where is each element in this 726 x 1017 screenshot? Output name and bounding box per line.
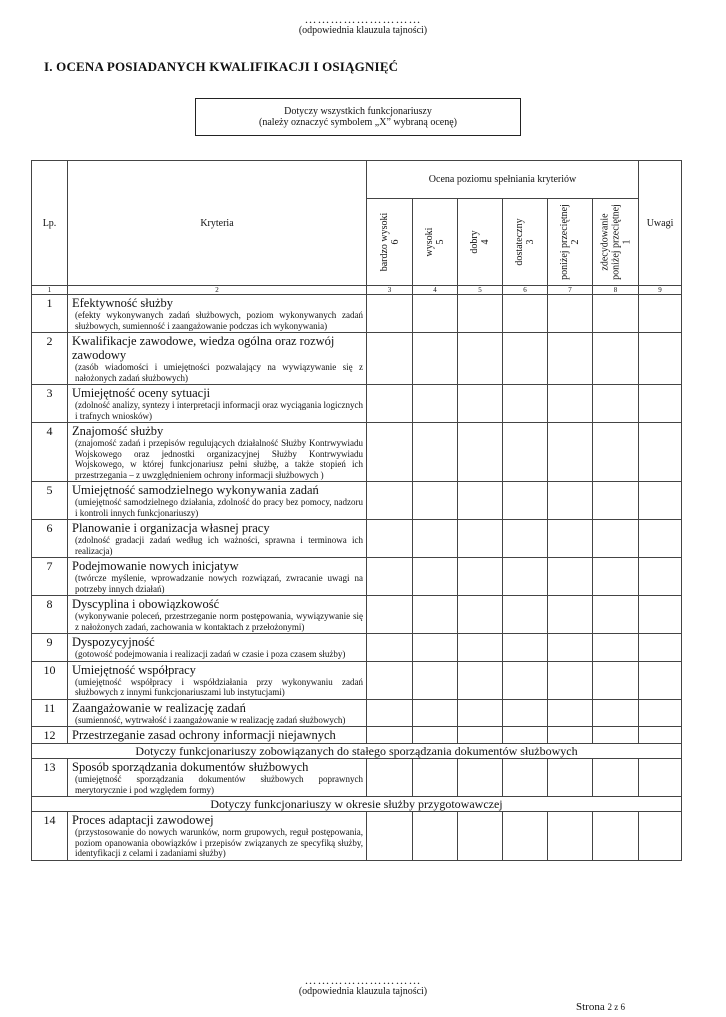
classification-clause-bottom (0, 974, 726, 998)
column-number: 1 (32, 286, 68, 295)
criterion-cell (68, 558, 367, 596)
grade-mark-cell[interactable] (593, 333, 639, 385)
note-box (195, 98, 521, 136)
row-number: 13 (32, 759, 68, 797)
grade-mark-cell[interactable] (548, 727, 593, 744)
remarks-cell[interactable] (639, 333, 682, 385)
criterion-description: (umiejętność współpracy i współdziałania przy wykonywaniu zadań służbowych z innymi funkcjonariuszami lub instytucjami) (75, 676, 363, 697)
criterion-row (32, 699, 682, 727)
grade-mark-cell[interactable] (593, 699, 639, 727)
criterion-cell (68, 295, 367, 333)
grade-mark-cell[interactable] (593, 558, 639, 596)
grade-value: 6 (389, 239, 401, 245)
grade-mark-cell[interactable] (548, 634, 593, 662)
criterion-description: (znajomość zadań i przepisów regulujących działalność Służby Kontrwywiadu Wojskowego oraz jednostki organizacyjnej Służby Kontrwywiadu Wojskowego, w której funkcjonariusz pełni służbę, a także stopień ich przestrzegania – z uwzględnieniem ochrony informacji służbowych ) (75, 438, 363, 480)
grade-mark-cell[interactable] (458, 333, 503, 385)
grade-mark-cell[interactable] (593, 295, 639, 333)
grade-mark-cell[interactable] (367, 727, 413, 744)
grade-value: 1 (621, 239, 633, 245)
grade-mark-cell[interactable] (548, 385, 593, 423)
classification-clause-top (0, 13, 726, 37)
row-number: 11 (32, 699, 68, 727)
criterion-title: Umiejętność oceny sytuacji (72, 386, 211, 400)
column-number: 8 (593, 286, 639, 295)
criterion-description: (zasób wiadomości i umiejętności pozwalający na wywiązywanie się z nałożonych zadań służbowych) (75, 362, 363, 383)
criterion-row (32, 558, 682, 596)
grade-mark-cell[interactable] (367, 661, 413, 699)
grade-value: 2 (570, 239, 581, 245)
grade-mark-cell[interactable] (367, 520, 413, 558)
grade-mark-cell[interactable] (367, 699, 413, 727)
grade-mark-cell[interactable] (548, 812, 593, 861)
criterion-cell (68, 699, 367, 727)
criterion-row (32, 812, 682, 861)
grade-mark-cell[interactable] (458, 423, 503, 482)
grade-mark-cell[interactable] (367, 295, 413, 333)
remarks-cell[interactable] (639, 699, 682, 727)
criterion-cell (68, 727, 367, 744)
grade-label: poniżej przeciętnej (559, 204, 570, 280)
criterion-cell (68, 661, 367, 699)
grade-mark-cell[interactable] (367, 558, 413, 596)
criterion-title: Kwalifikacje zawodowe, wiedza ogólna oraz rozwój zawodowy (72, 334, 335, 362)
grade-mark-cell[interactable] (413, 634, 458, 662)
grade-header-2 (548, 199, 593, 286)
criterion-cell (68, 333, 367, 385)
remarks-cell[interactable] (639, 423, 682, 482)
section-label: Dotyczy funkcjonariuszy zobowiązanych do stałego sporządzania dokumentów służbowych (32, 744, 682, 759)
clause-dots: ……………………… (304, 973, 422, 987)
note-box-line1: Dotyczy wszystkich funkcjonariuszy (284, 106, 432, 117)
section-row (32, 797, 682, 812)
clause-label: (odpowiednia klauzula tajności) (298, 986, 428, 997)
grade-mark-cell[interactable] (503, 699, 548, 727)
column-number: 5 (458, 286, 503, 295)
note-box-line2: (należy oznaczyć symbolem „X” wybraną ocenę) (259, 117, 457, 128)
row-number: 5 (32, 482, 68, 520)
row-number: 6 (32, 520, 68, 558)
grade-mark-cell[interactable] (413, 661, 458, 699)
grade-mark-cell[interactable] (367, 812, 413, 861)
grade-mark-cell[interactable] (503, 661, 548, 699)
criterion-description: (sumienność, wytrwałość i zaangażowanie w realizację zadań służbowych) (75, 714, 346, 725)
grade-label: wysoki (424, 227, 435, 257)
criterion-cell (68, 482, 367, 520)
remarks-cell[interactable] (639, 634, 682, 662)
criterion-description: (zdolność gradacji zadań według ich ważności, sprawna i terminowa ich realizacja) (75, 535, 363, 556)
criterion-row (32, 727, 682, 744)
grade-mark-cell[interactable] (548, 596, 593, 634)
criterion-title: Dyscyplina i obowiązkowość (72, 597, 220, 611)
criterion-cell (68, 423, 367, 482)
remarks-header: Uwagi (639, 161, 682, 286)
criterion-title: Proces adaptacji zawodowej (72, 813, 214, 827)
criteria-header: Kryteria (68, 161, 367, 286)
grade-label: dobry (469, 230, 480, 254)
grade-mark-cell[interactable] (413, 596, 458, 634)
criterion-title: Planowanie i organizacja własnej pracy (72, 521, 270, 535)
page-word: Strona (576, 1001, 605, 1013)
grade-mark-cell[interactable] (593, 661, 639, 699)
grade-mark-cell[interactable] (367, 385, 413, 423)
remarks-cell[interactable] (639, 295, 682, 333)
grade-mark-cell[interactable] (413, 423, 458, 482)
criterion-row (32, 482, 682, 520)
grade-mark-cell[interactable] (593, 385, 639, 423)
row-number: 10 (32, 661, 68, 699)
grade-header-6 (367, 199, 413, 286)
criteria-rows (32, 295, 682, 861)
grade-label-2: poniżej przeciętnej (610, 204, 622, 280)
row-number: 2 (32, 333, 68, 385)
grade-header-1 (593, 199, 639, 286)
grade-value: 3 (525, 239, 536, 245)
grade-mark-cell[interactable] (503, 634, 548, 662)
grade-mark-cell[interactable] (413, 385, 458, 423)
column-number: 2 (68, 286, 367, 295)
grade-mark-cell[interactable] (548, 759, 593, 797)
remarks-cell[interactable] (639, 385, 682, 423)
row-number: 3 (32, 385, 68, 423)
criterion-cell (68, 596, 367, 634)
grade-mark-cell[interactable] (458, 385, 503, 423)
evaluation-table (31, 160, 682, 861)
grade-mark-cell[interactable] (548, 423, 593, 482)
grade-mark-cell[interactable] (503, 423, 548, 482)
criterion-row (32, 596, 682, 634)
grade-mark-cell[interactable] (413, 759, 458, 797)
criterion-description: (efekty wykonywanych zadań służbowych, poziom wykonywanych zadań służbowych, sumienność i zaangażowanie podczas ich wykonywania) (75, 310, 363, 331)
criterion-row (32, 295, 682, 333)
row-number: 14 (32, 812, 68, 861)
remarks-cell[interactable] (639, 596, 682, 634)
grade-mark-cell[interactable] (413, 520, 458, 558)
row-number: 9 (32, 634, 68, 662)
grade-mark-cell[interactable] (593, 634, 639, 662)
lp-header: Lp. (32, 161, 68, 286)
row-number: 8 (32, 596, 68, 634)
grade-value: 5 (435, 239, 446, 245)
criterion-description: (umiejętność samodzielnego działania, zdolność do pracy bez pomocy, nadzoru i kontroli innych funkcjonariuszy) (75, 497, 363, 518)
grade-label: dostateczny (514, 218, 525, 266)
section-row (32, 744, 682, 759)
section-label: Dotyczy funkcjonariuszy w okresie służby przygotowawczej (32, 797, 682, 812)
column-number: 7 (548, 286, 593, 295)
criterion-row (32, 634, 682, 662)
criterion-title: Sposób sporządzania dokumentów służbowych (72, 760, 309, 774)
criterion-title: Umiejętność współpracy (72, 662, 196, 677)
criterion-title: Dyspozycyjność (72, 635, 155, 649)
clause-label: (odpowiednia klauzula tajności) (298, 25, 428, 36)
row-number: 1 (32, 295, 68, 333)
grade-mark-cell[interactable] (458, 596, 503, 634)
criterion-title: Przestrzeganie zasad ochrony informacji niejawnych (72, 728, 336, 742)
grade-mark-cell[interactable] (413, 812, 458, 861)
grade-mark-cell[interactable] (548, 661, 593, 699)
grade-mark-cell[interactable] (503, 727, 548, 744)
grade-mark-cell[interactable] (413, 699, 458, 727)
page-of: 2 z 6 (607, 1002, 625, 1012)
grade-mark-cell[interactable] (548, 699, 593, 727)
grade-mark-cell[interactable] (593, 520, 639, 558)
grade-mark-cell[interactable] (367, 423, 413, 482)
page-number (576, 1001, 625, 1013)
remarks-cell[interactable] (639, 520, 682, 558)
criterion-title: Znajomość służby (72, 424, 164, 438)
remarks-cell[interactable] (639, 812, 682, 861)
grade-mark-cell[interactable] (548, 333, 593, 385)
remarks-cell[interactable] (639, 759, 682, 797)
grade-mark-cell[interactable] (548, 520, 593, 558)
criterion-title: Efektywność służby (72, 296, 174, 310)
grade-mark-cell[interactable] (458, 634, 503, 662)
row-number: 4 (32, 423, 68, 482)
remarks-cell[interactable] (639, 661, 682, 699)
criterion-cell (68, 759, 367, 797)
criterion-description: (zdolność analizy, syntezy i interpretacji informacji oraz wyciągania logicznych i trafnych wniosków) (75, 400, 363, 421)
criterion-cell (68, 812, 367, 861)
grade-mark-cell[interactable] (458, 520, 503, 558)
grade-mark-cell[interactable] (458, 699, 503, 727)
grade-mark-cell[interactable] (593, 423, 639, 482)
grade-mark-cell[interactable] (367, 759, 413, 797)
grade-label: zdecydowanie (599, 213, 611, 271)
grade-mark-cell[interactable] (593, 596, 639, 634)
grade-mark-cell[interactable] (458, 661, 503, 699)
grade-mark-cell[interactable] (593, 482, 639, 520)
criterion-description: (gotowość podejmowania i realizacji zadań w czasie i poza czasem służby) (75, 649, 346, 659)
section-heading: I. OCENA POSIADANYCH KWALIFIKACJI I OSIĄGNIĘĆ (44, 59, 399, 74)
criterion-cell (68, 385, 367, 423)
grade-mark-cell[interactable] (503, 385, 548, 423)
column-number: 3 (367, 286, 413, 295)
grade-mark-cell[interactable] (548, 295, 593, 333)
grade-label: bardzo wysoki (378, 212, 390, 272)
grade-mark-cell[interactable] (413, 295, 458, 333)
grade-header-4 (458, 199, 503, 286)
clause-dots: ……………………… (304, 12, 422, 26)
grade-mark-cell[interactable] (367, 482, 413, 520)
grade-mark-cell[interactable] (503, 482, 548, 520)
criterion-row (32, 333, 682, 385)
grade-mark-cell[interactable] (458, 727, 503, 744)
criterion-title: Zaangażowanie w realizację zadań (72, 700, 246, 715)
grade-mark-cell[interactable] (503, 596, 548, 634)
grade-mark-cell[interactable] (413, 333, 458, 385)
criterion-cell (68, 520, 367, 558)
row-number: 7 (32, 558, 68, 596)
grade-mark-cell[interactable] (593, 759, 639, 797)
grade-mark-cell[interactable] (413, 558, 458, 596)
grade-mark-cell[interactable] (593, 812, 639, 861)
grade-mark-cell[interactable] (367, 596, 413, 634)
grade-mark-cell[interactable] (367, 634, 413, 662)
criterion-row (32, 385, 682, 423)
grade-mark-cell[interactable] (548, 482, 593, 520)
criterion-description: (twórcze myślenie, wprowadzanie nowych rozwiązań, zwracanie uwagi na potrzeby innych działań) (75, 573, 363, 594)
grade-mark-cell[interactable] (367, 333, 413, 385)
criterion-title: Podejmowanie nowych inicjatyw (72, 559, 239, 573)
grade-value: 4 (480, 239, 491, 245)
remarks-cell[interactable] (639, 558, 682, 596)
criterion-description: (przystosowanie do nowych warunków, norm grupowych, reguł postępowania, poziom opanowania obowiązków i przepisów związanych ze specyfiką służby, identyfikacji z celami i zadaniami służby) (75, 827, 363, 858)
row-number: 12 (32, 727, 68, 744)
remarks-cell[interactable] (639, 482, 682, 520)
grade-mark-cell[interactable] (458, 295, 503, 333)
grade-mark-cell[interactable] (503, 558, 548, 596)
column-number: 4 (413, 286, 458, 295)
grade-mark-cell[interactable] (548, 558, 593, 596)
grade-mark-cell[interactable] (458, 759, 503, 797)
grade-mark-cell[interactable] (503, 520, 548, 558)
criterion-cell (68, 634, 367, 662)
column-number: 9 (639, 286, 682, 295)
grade-mark-cell[interactable] (593, 727, 639, 744)
grade-mark-cell[interactable] (458, 482, 503, 520)
grade-mark-cell[interactable] (458, 558, 503, 596)
grade-group-header: Ocena poziomu spełniania kryteriów (367, 161, 639, 199)
column-number: 6 (503, 286, 548, 295)
grade-mark-cell[interactable] (458, 812, 503, 861)
grade-mark-cell[interactable] (503, 295, 548, 333)
grade-header-5 (413, 199, 458, 286)
criterion-row (32, 423, 682, 482)
criterion-row (32, 759, 682, 797)
grade-mark-cell[interactable] (503, 759, 548, 797)
grade-mark-cell[interactable] (503, 333, 548, 385)
column-number-row (32, 286, 682, 295)
grade-header-3 (503, 199, 548, 286)
grade-mark-cell[interactable] (413, 482, 458, 520)
remarks-cell[interactable] (639, 727, 682, 744)
criterion-title: Umiejętność samodzielnego wykonywania zadań (72, 483, 319, 497)
criterion-row (32, 520, 682, 558)
grade-mark-cell[interactable] (413, 727, 458, 744)
criterion-description: (umiejętność sporządzania dokumentów służbowych poprawnych merytorycznie i pod względem formy) (75, 774, 363, 795)
criterion-description: (wykonywanie poleceń, przestrzeganie norm postępowania, wywiązywanie się z nałożonych zadań, zachowania w kontaktach z przełożonymi) (75, 611, 363, 632)
criterion-row (32, 661, 682, 699)
grade-mark-cell[interactable] (503, 812, 548, 861)
